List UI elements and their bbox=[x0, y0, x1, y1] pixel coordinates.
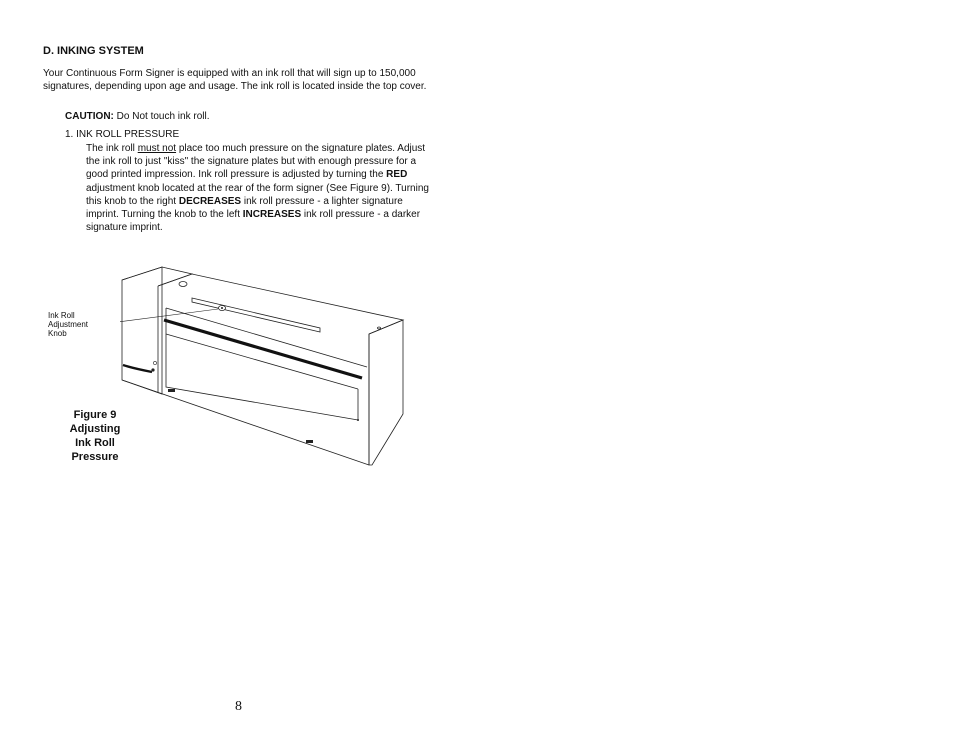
body-seg-2: place too much pressure on the signature plates. Adjust the ink roll to just "kiss" the signature plates but with enough pressure for a good printed impression. Ink roll pressure is adjusted by turning the bbox=[86, 143, 426, 181]
callout-line-3: Knob bbox=[48, 329, 67, 338]
body-seg-3: adjustment knob located at the rear of the form signer (See Figure 9). Turning this knob to the right bbox=[86, 182, 429, 207]
callout-label bbox=[48, 311, 88, 338]
item-body bbox=[86, 142, 436, 234]
item-title: 1. INK ROLL PRESSURE bbox=[65, 129, 180, 140]
section-heading: D. INKING SYSTEM bbox=[43, 45, 144, 57]
right-screw-icon bbox=[378, 327, 381, 329]
foot-middle bbox=[306, 440, 313, 443]
caution-text: Do Not touch ink roll. bbox=[113, 111, 210, 122]
page-number: 8 bbox=[235, 699, 242, 714]
caption-line-3: Ink Roll bbox=[75, 437, 115, 449]
front-lower-outline bbox=[166, 308, 358, 420]
body-increases: INCREASES bbox=[242, 209, 302, 221]
body-decreases: DECREASES bbox=[178, 195, 242, 207]
caption-line-1: Figure 9 bbox=[73, 409, 117, 421]
left-side-panel bbox=[122, 267, 162, 394]
top-cover-front-edge bbox=[158, 274, 403, 334]
caution-label: CAUTION: bbox=[65, 111, 114, 122]
cover-lower-edge bbox=[166, 308, 367, 367]
intro-paragraph: Your Continuous Form Signer is equipped with an ink roll that will sign up to 150,000 signatures, depending upon age and usage. The ink roll is located inside the top cover. bbox=[43, 68, 427, 92]
caution-note bbox=[65, 111, 210, 122]
base-edge bbox=[122, 380, 369, 465]
caption-line-2: Adjusting bbox=[69, 423, 121, 435]
cover-slot bbox=[192, 298, 320, 332]
foot-left bbox=[168, 389, 175, 392]
ink-roll-bar bbox=[164, 320, 362, 378]
switch-icon bbox=[153, 361, 156, 364]
front-panel-line bbox=[166, 334, 358, 389]
callout-line-1: Ink Roll bbox=[48, 311, 75, 320]
figure-caption bbox=[55, 408, 135, 464]
right-side-panel bbox=[369, 320, 403, 465]
body-must-not: must not bbox=[137, 143, 177, 154]
caption-line-4: Pressure bbox=[71, 451, 119, 463]
top-knob-icon bbox=[179, 282, 187, 287]
plug-icon bbox=[151, 368, 154, 371]
callout-line-2: Adjustment bbox=[48, 320, 89, 329]
adjustment-knob-icon bbox=[219, 306, 226, 311]
form-signer-illustration bbox=[120, 262, 410, 472]
body-seg-4: ink roll pressure - a lighter signature imprint. Turning the knob to the left bbox=[86, 195, 403, 221]
body-seg-1: The ink roll bbox=[86, 143, 138, 154]
top-ledge bbox=[122, 267, 192, 286]
front-screw-icon bbox=[357, 419, 359, 421]
body-red: RED bbox=[386, 169, 408, 181]
body-seg-5: ink roll pressure - a darker signature imprint. bbox=[86, 209, 421, 234]
power-cable bbox=[123, 365, 152, 372]
